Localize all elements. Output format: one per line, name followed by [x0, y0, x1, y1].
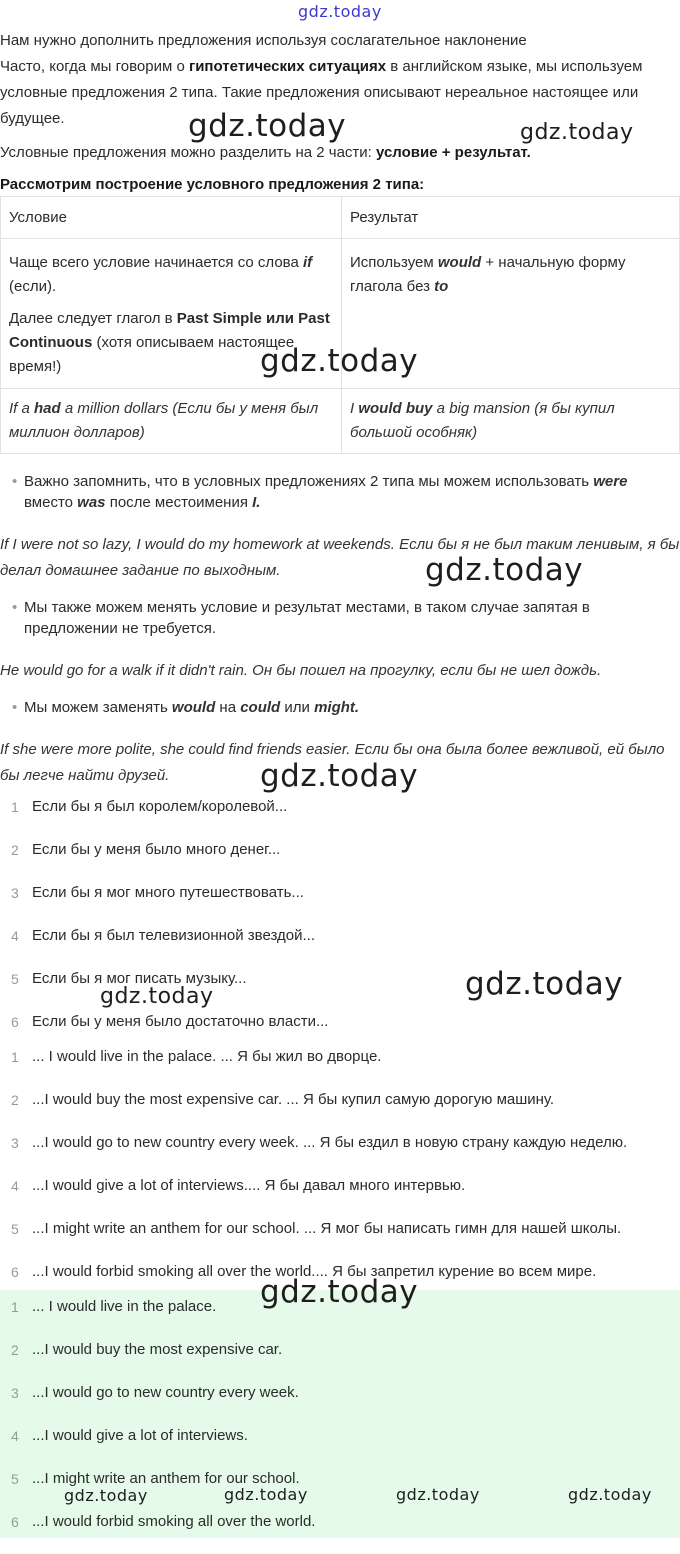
item-number: 3	[11, 885, 19, 901]
item-text: Если бы я мог много путешествовать...	[32, 884, 304, 901]
bullet-icon: •	[12, 699, 18, 716]
intro-parts: Условные предложения можно разделить на 2 части: условие + результат.	[0, 144, 531, 161]
example-2: He would go for a walk if it didn't rain. Он бы пошел на прогулку, если бы не шел дождь.	[0, 662, 602, 679]
item-number: 4	[11, 1178, 19, 1194]
item-number: 3	[11, 1385, 19, 1401]
task-item	[0, 839, 680, 882]
item-number: 1	[11, 1299, 19, 1315]
item-text: Если бы я был королем/королевой...	[32, 798, 288, 815]
item-number: 5	[11, 971, 19, 987]
item-number: 1	[11, 1049, 19, 1065]
item-text: Если бы я был телевизионной звездой...	[32, 927, 316, 944]
item-text: ... I would live in the palace.	[32, 1298, 217, 1315]
watermark: gdz.today	[260, 758, 419, 794]
task-item	[0, 925, 680, 968]
translated-item	[0, 1218, 680, 1261]
watermark: gdz.today	[224, 1485, 308, 1504]
item-number: 6	[11, 1264, 19, 1280]
translated-item	[0, 1046, 680, 1089]
watermark: gdz.today	[568, 1485, 652, 1504]
table-cell-result-example: I would buy a big mansion (я бы купил большой особняк)	[342, 389, 680, 454]
watermark: gdz.today	[425, 552, 584, 588]
bullet-icon: •	[12, 599, 18, 616]
answer-item	[0, 1382, 680, 1425]
item-text: ...I would forbid smoking all over the world.	[32, 1513, 316, 1530]
watermark-top: gdz.today	[298, 2, 382, 21]
intro-line: Нам нужно дополнить предложения используя сослагательное наклонение	[0, 32, 527, 49]
item-text: ...I would go to new country every week. ... Я бы ездил в новую страну каждую неделю.	[32, 1134, 628, 1151]
item-text: ...I would give a lot of interviews.... Я бы давал много интервью.	[32, 1177, 466, 1194]
watermark: gdz.today	[260, 1274, 419, 1310]
intro-paragraph: Часто, когда мы говорим о гипотетических ситуациях в английском языке, мы используем условные предложения 2 типа. Такие предложения описывают нереальное настоящее или будущее.	[0, 58, 643, 127]
item-text: ...I would go to new country every week.	[32, 1384, 299, 1401]
item-number: 6	[11, 1014, 19, 1030]
translated-item	[0, 1175, 680, 1218]
item-text: ...I would buy the most expensive car.	[32, 1341, 283, 1358]
translated-item	[0, 1089, 680, 1132]
watermark: gdz.today	[100, 984, 214, 1009]
item-number: 5	[11, 1221, 19, 1237]
item-text: Если бы я мог писать музыку...	[32, 970, 247, 987]
example-3: If she were more polite, she could find friends easier. Если бы она была более вежливой, ей было бы легче найти друзей.	[0, 741, 665, 784]
watermark: gdz.today	[260, 343, 419, 379]
item-number: 1	[11, 799, 19, 815]
item-number: 6	[11, 1514, 19, 1530]
translated-item	[0, 1132, 680, 1175]
item-number: 2	[11, 1342, 19, 1358]
item-text: ...I might write an anthem for our school.	[32, 1470, 300, 1487]
item-number: 2	[11, 1092, 19, 1108]
item-text: ... I would live in the palace. ... Я бы жил во дворце.	[32, 1048, 382, 1065]
note-modals: • Мы можем заменять would на could или might.	[12, 699, 360, 716]
watermark: gdz.today	[64, 1486, 148, 1505]
note-swap: • Мы также можем менять условие и результат местами, в таком случае запятая в предложении не требуется.	[12, 599, 590, 637]
item-text: ...I might write an anthem for our school. ... Я мог бы написать гимн для нашей школы.	[32, 1220, 622, 1237]
item-text: Если бы у меня было достаточно власти...	[32, 1013, 329, 1030]
item-text: ...I would give a lot of interviews.	[32, 1427, 248, 1444]
table-header-condition: Условие	[1, 197, 342, 239]
watermark: gdz.today	[465, 966, 624, 1002]
item-number: 5	[11, 1471, 19, 1487]
bullet-icon: •	[12, 473, 18, 490]
table-heading: Рассмотрим построение условного предложения 2 типа:	[0, 176, 425, 193]
task-item	[0, 882, 680, 925]
item-number: 4	[11, 1428, 19, 1444]
table-header-result: Результат	[342, 197, 680, 239]
item-number: 2	[11, 842, 19, 858]
answer-item	[0, 1425, 680, 1468]
item-text: ...I would forbid smoking all over the world.... Я бы запретил курение во всем мире.	[32, 1263, 597, 1280]
item-text: ...I would buy the most expensive car. ... Я бы купил самую дорогую машину.	[32, 1091, 555, 1108]
item-text: Если бы у меня было много денег...	[32, 841, 281, 858]
note-were: • Важно запомнить, что в условных предложениях 2 типа мы можем использовать were вместо was после местоимения I.	[12, 473, 628, 511]
watermark: gdz.today	[188, 108, 347, 144]
table-cell-result-rule: Используем would + начальную форму глагола без to	[342, 239, 680, 389]
item-number: 4	[11, 928, 19, 944]
table-cell-condition-example: If a had a million dollars (Если бы у меня был миллион долларов)	[1, 389, 342, 454]
watermark: gdz.today	[520, 120, 634, 145]
task-item	[0, 796, 680, 839]
table-cell-condition-rule: Чаще всего условие начинается со слова if (если). Далее следует глагол в Past Simple или Past Continuous (хотя описываем настоящее время!)	[1, 239, 342, 389]
item-number: 3	[11, 1135, 19, 1151]
watermark: gdz.today	[396, 1485, 480, 1504]
answer-item	[0, 1511, 680, 1554]
answer-item	[0, 1339, 680, 1382]
rules-table	[0, 196, 680, 454]
example-1: If I were not so lazy, I would do my homework at weekends. Если бы я не был таким ленивым, я бы делал домашнее задание по выходным.	[0, 536, 680, 579]
